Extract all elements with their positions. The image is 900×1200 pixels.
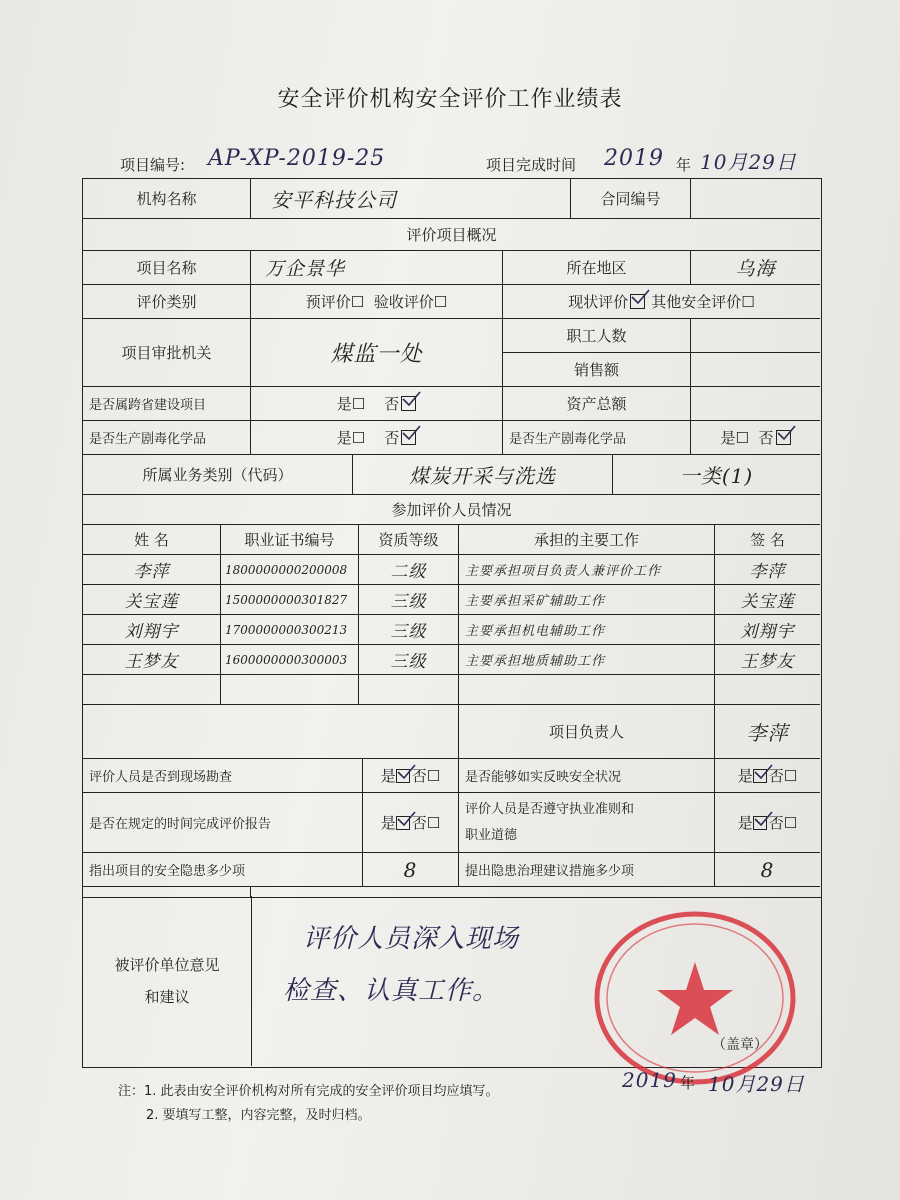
- project-label: 项目名称: [83, 251, 251, 285]
- measures-value: 8: [715, 853, 820, 887]
- region-label: 所在地区: [503, 251, 691, 285]
- ethics-label: [459, 793, 715, 853]
- overview-title: 评价项目概况: [83, 219, 820, 251]
- ethics-yes: 是: [737, 814, 753, 832]
- cross-province-options: [251, 387, 503, 421]
- col-sign-header: 签 名: [715, 525, 820, 555]
- eval-type-status-other: [503, 285, 820, 319]
- assets-label: 资产总额: [503, 387, 691, 421]
- empty-cell: [221, 675, 359, 705]
- org-label: 机构名称: [83, 179, 251, 219]
- project-value: 万企景华: [251, 251, 503, 285]
- person-work: 主要承担地质辅助工作: [459, 645, 715, 675]
- status-eval-checkbox: 现状评价: [568, 293, 629, 311]
- person-name: 王梦友: [83, 645, 221, 675]
- checked-box-icon: [753, 816, 767, 830]
- approval-value: 煤监一处: [251, 319, 503, 387]
- toxic2-yes: 是☐: [720, 429, 749, 447]
- person-grade: 三级: [359, 615, 459, 645]
- personnel-title: 参加评价人员情况: [83, 495, 820, 525]
- ethics-label-line2: 职业道德: [465, 827, 518, 843]
- person-grade: 三级: [359, 585, 459, 615]
- ethics-no: 否☐: [768, 814, 798, 832]
- eval-type-pre-acceptance: [251, 285, 503, 319]
- header-line: [0, 140, 900, 180]
- site-visit-yes: 是: [380, 767, 396, 785]
- hazards-label: 指出项目的安全隐患多少项: [83, 853, 363, 887]
- official-seal: [592, 910, 798, 1086]
- opinion-label-line1: 被评价单位意见: [114, 956, 220, 974]
- person-cert: 1800000000200008: [221, 555, 359, 585]
- approval-label: 项目审批机关: [83, 319, 251, 387]
- checked-box-icon: [396, 769, 410, 783]
- empty-cell: [83, 705, 459, 759]
- col-work-header: 承担的主要工作: [459, 525, 715, 555]
- on-time-yes: 是: [380, 814, 396, 832]
- reflect-yes: 是: [737, 767, 753, 785]
- checked-box-icon: [396, 816, 410, 830]
- person-signature: 王梦友: [715, 645, 820, 675]
- org-value: 安平科技公司: [251, 179, 571, 219]
- cross-no: 否: [384, 395, 400, 413]
- person-grade: 三级: [359, 645, 459, 675]
- reflect-options: [715, 759, 820, 793]
- checked-box-icon: [630, 294, 645, 309]
- opinion-date-year-unit: 年: [680, 1074, 696, 1092]
- person-name: 李萍: [83, 555, 221, 585]
- cross-yes: 是☐: [336, 395, 366, 413]
- opinion-date-year: 2019: [622, 1068, 677, 1092]
- page-title: 安全评价机构安全评价工作业绩表: [277, 87, 623, 112]
- note-2: 2. 要填写工整，内容完整，及时归档。: [146, 1108, 371, 1123]
- staff-value: [691, 319, 820, 353]
- pre-eval-checkbox: 预评价☐: [305, 293, 365, 311]
- contract-label: 合同编号: [571, 179, 691, 219]
- person-cert: 1600000000300003: [221, 645, 359, 675]
- site-visit-no: 否☐: [411, 767, 441, 785]
- other-eval-checkbox: 其他安全评价☐: [651, 293, 755, 311]
- site-visit-options: [363, 759, 459, 793]
- person-grade: 二级: [359, 555, 459, 585]
- checked-box-icon: [401, 430, 416, 445]
- toxic-options-1: [251, 421, 503, 455]
- assets-value: [691, 387, 820, 421]
- complete-year: 2019: [604, 146, 664, 171]
- toxic-options-2: [691, 421, 820, 455]
- opinion-text-line1: 评价人员深入现场: [303, 924, 520, 954]
- person-signature: 刘翔宇: [715, 615, 820, 645]
- toxic-label-2: 是否生产剧毒化学品: [503, 421, 691, 455]
- on-time-label: 是否在规定的时间完成评价报告: [83, 793, 363, 853]
- staff-label: 职工人数: [503, 319, 691, 353]
- checked-box-icon: [776, 430, 791, 445]
- opinion-text-line2: 检查、认真工作。: [283, 976, 500, 1006]
- reflect-no: 否☐: [768, 767, 798, 785]
- stamp-note: （盖章）: [712, 1037, 768, 1053]
- empty-cell: [83, 675, 221, 705]
- empty-cell: [459, 675, 715, 705]
- acceptance-eval-checkbox: 验收评价☐: [373, 293, 448, 311]
- measures-label: 提出隐患治理建议措施多少项: [459, 853, 715, 887]
- checked-box-icon: [401, 396, 416, 411]
- empty-cell: [715, 675, 820, 705]
- business-label: 所属业务类别（代码）: [83, 455, 353, 495]
- person-work: 主要承担机电辅助工作: [459, 615, 715, 645]
- col-name-header: 姓 名: [83, 525, 221, 555]
- toxic1-yes: 是☐: [336, 429, 366, 447]
- sales-value: [691, 353, 820, 387]
- complete-year-unit: 年: [676, 156, 692, 174]
- performance-table: [82, 178, 822, 898]
- person-work: 主要承担项目负责人兼评价工作: [459, 555, 715, 585]
- project-no-value: AP-XP-2019-25: [208, 146, 386, 171]
- region-value: 乌海: [691, 251, 820, 285]
- project-no-label: 项目编号:: [120, 156, 186, 174]
- cross-province-label: 是否属跨省建设项目: [83, 387, 251, 421]
- contract-value: [691, 179, 820, 219]
- person-cert: 1700000000300213: [221, 615, 359, 645]
- col-cert-header: 职业证书编号: [221, 525, 359, 555]
- person-name: 刘翔宇: [83, 615, 221, 645]
- business-value: 煤炭开采与洗选: [353, 455, 613, 495]
- checked-box-icon: [753, 769, 767, 783]
- empty-cell: [359, 675, 459, 705]
- complete-month-day: 10月29日: [700, 150, 797, 174]
- hazards-value: 8: [363, 853, 459, 887]
- complete-time-label: 项目完成时间: [486, 156, 577, 174]
- opinion-label-line2: 和建议: [144, 988, 190, 1006]
- col-grade-header: 资质等级: [359, 525, 459, 555]
- sales-label: 销售额: [503, 353, 691, 387]
- note-1: 注：1. 此表由安全评价机构对所有完成的安全评价项目均应填写。: [118, 1084, 499, 1099]
- reflect-label: 是否能够如实反映安全状况: [459, 759, 715, 793]
- person-name: 关宝莲: [83, 585, 221, 615]
- toxic1-no: 否: [384, 429, 400, 447]
- ethics-options: [715, 793, 820, 853]
- person-signature: 关宝莲: [715, 585, 820, 615]
- eval-type-label: 评价类别: [83, 285, 251, 319]
- person-work: 主要承担采矿辅助工作: [459, 585, 715, 615]
- on-time-no: 否☐: [411, 814, 441, 832]
- toxic-label-1: 是否生产剧毒化学品: [83, 421, 251, 455]
- leader-label: 项目负责人: [459, 705, 715, 759]
- leader-signature: 李萍: [715, 705, 820, 759]
- toxic2-no: 否: [758, 429, 774, 447]
- opinion-date-month-day: 10月29日: [708, 1072, 805, 1096]
- site-visit-label: 评价人员是否到现场勘查: [83, 759, 363, 793]
- opinion-label: [83, 896, 252, 1066]
- ethics-label-line1: 评价人员是否遵守执业准则和: [465, 801, 635, 817]
- person-signature: 李萍: [715, 555, 820, 585]
- person-cert: 1500000000301827: [221, 585, 359, 615]
- business-code: 一类(1): [613, 455, 820, 495]
- on-time-options: [363, 793, 459, 853]
